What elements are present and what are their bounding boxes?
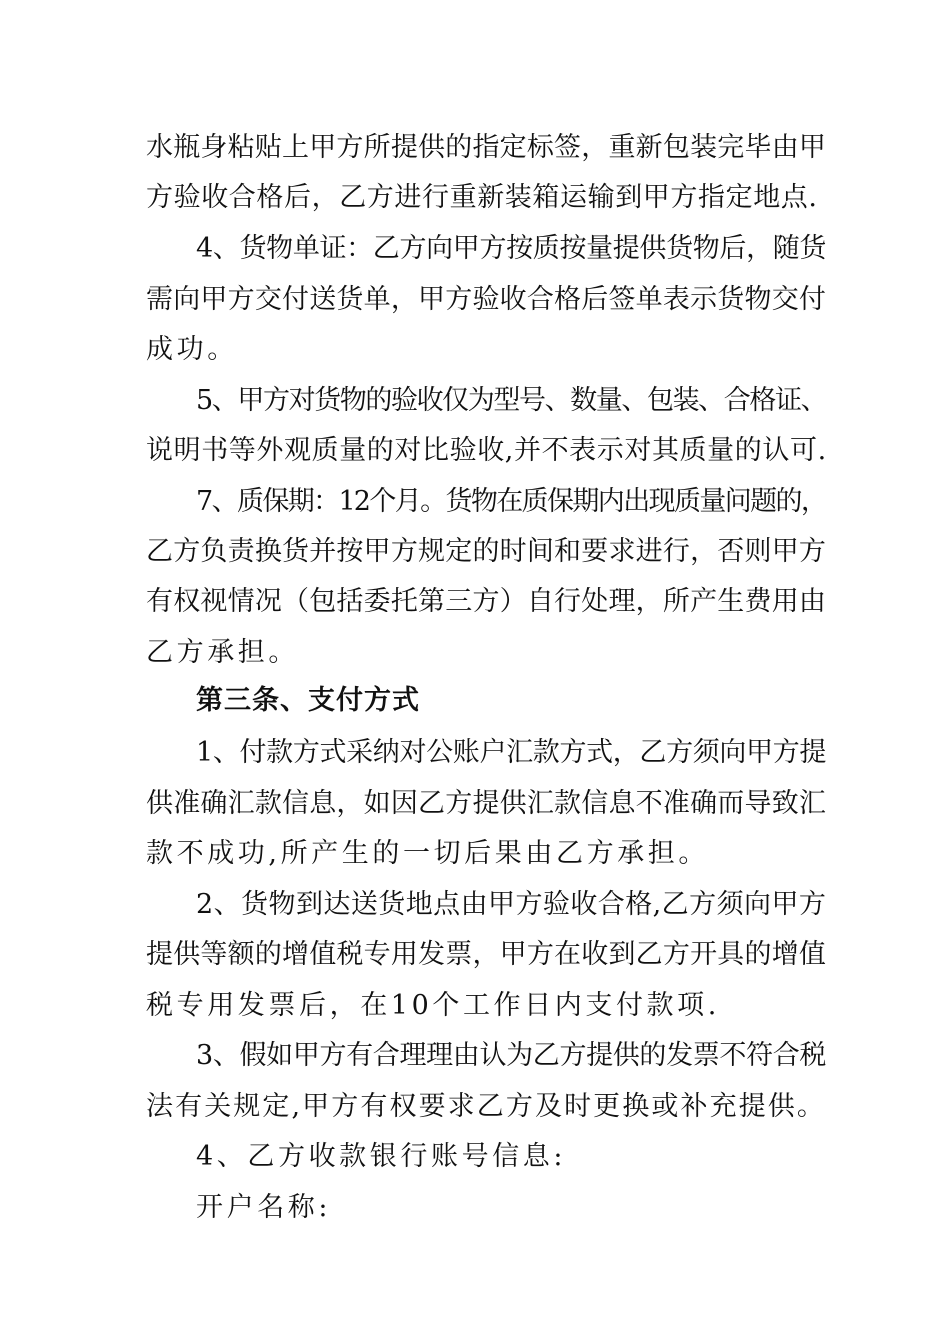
section-heading-payment: 第三条、支付方式: [196, 685, 420, 716]
text-line: 税专用发票后，在10个工作日内支付款项.: [146, 990, 720, 1021]
clause-4-line: 4、货物单证：乙方向甲方按质按量提供货物后，随货: [196, 233, 826, 264]
text-line: 成功。: [146, 334, 238, 365]
text-line: 方验收合格后，乙方进行重新装箱运输到甲方指定地点.: [146, 182, 818, 213]
text-line: 供准确汇款信息，如因乙方提供汇款信息不准确而导致汇: [146, 788, 826, 819]
text-line: 乙方承担。: [146, 637, 299, 668]
clause-7-line: 7、质保期：12个月。货物在质保期内出现质量问题的，: [196, 486, 826, 517]
text-line: 乙方负责换货并按甲方规定的时间和要求进行，否则甲方: [146, 536, 826, 567]
text-line: 款不成功,所产生的一切后果由乙方承担。: [146, 838, 709, 869]
text-line: 水瓶身粘贴上甲方所提供的指定标签，重新包装完毕由甲: [146, 132, 826, 163]
payment-clause-1-line: 1、付款方式采纳对公账户汇款方式，乙方须向甲方提: [196, 737, 826, 768]
text-line: 提供等额的增值税专用发票，甲方在收到乙方开具的增值: [146, 939, 826, 970]
text-line: 说明书等外观质量的对比验收,并不表示对其质量的认可.: [146, 435, 827, 466]
clause-5-line: 5、甲方对货物的验收仅为型号、数量、包装、合格证、: [196, 385, 827, 416]
payment-clause-4-line: 4、乙方收款银行账号信息:: [196, 1141, 567, 1172]
payment-clause-2-line: 2、货物到达送货地点由甲方验收合格,乙方须向甲方: [196, 889, 826, 920]
account-name-label: 开户名称:: [196, 1192, 332, 1223]
text-line: 法有关规定,甲方有权要求乙方及时更换或补充提供。: [146, 1091, 826, 1122]
text-line: 需向甲方交付送货单，甲方验收合格后签单表示货物交付: [146, 284, 826, 315]
payment-clause-3-line: 3、假如甲方有合理理由认为乙方提供的发票不符合税: [196, 1040, 826, 1071]
text-line: 有权视情况（包括委托第三方）自行处理，所产生费用由: [146, 586, 826, 617]
